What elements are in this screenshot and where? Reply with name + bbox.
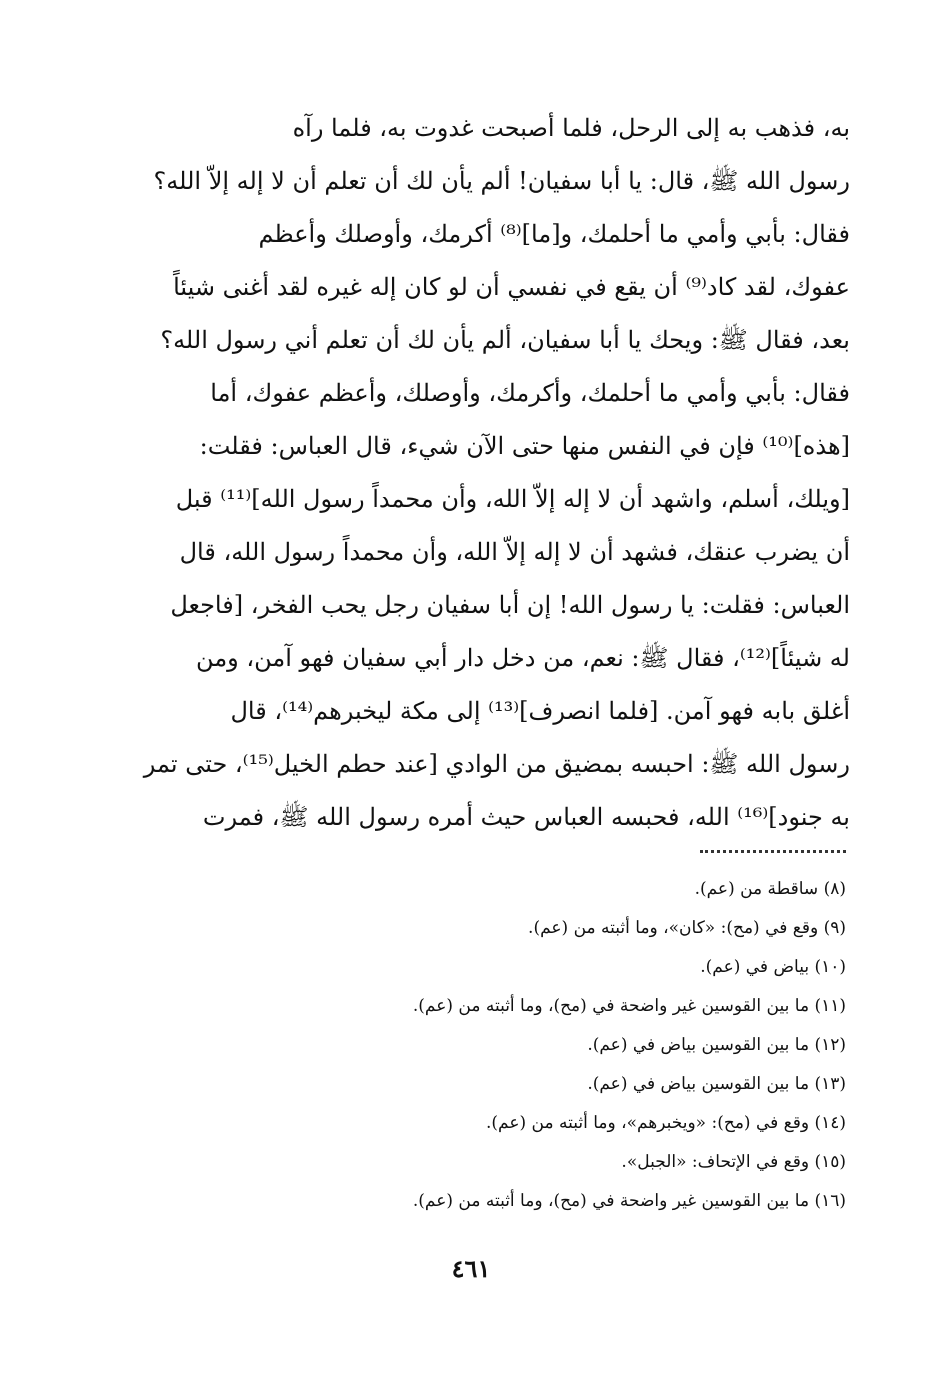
text-line: رسول الله ﷺ: احبسه بمضيق من الوادي [عند حطم الخيل⁽¹⁵⁾، حتى تمر (143, 750, 850, 778)
text-line: بعد، فقال ﷺ: ويحك يا أبا سفيان، ألم يأن لك أن تعلم أني رسول الله؟ (160, 326, 850, 354)
footnote: (١٤) وقع في (مح): «ويخبرهم»، وما أثبته من (عم). (485, 1113, 846, 1133)
text-line: عفوك، لقد كاد⁽⁹⁾ أن يقع في نفسي أن لو كان إله غيره لقد أغنى شيئاً (173, 273, 850, 301)
page-number: ٤٦١ (451, 1254, 491, 1283)
text-line: أن يضرب عنقك، فشهد أن لا إله إلاّ الله، وأن محمداً رسول الله، قال (179, 538, 850, 566)
text-line: به، فذهب به إلى الرحل، فلما أصبحت غدوت به، فلما رآه (292, 114, 850, 142)
text-line: فقال: بأبي وأمي ما أحلمك، وأكرمك، وأوصلك، وأعظم عفوك، أما (210, 379, 850, 407)
footnotes (92, 870, 846, 1221)
footnote: (١٣) ما بين القوسين بياض في (عم). (587, 1074, 846, 1094)
text-line: [هذه]⁽¹⁰⁾ فإن في النفس منها حتى الآن شيء، قال العباس: فقلت: (199, 432, 850, 460)
footnote: (٩) وقع في (مح): «كان»، وما أثبته من (عم). (528, 918, 846, 938)
text-line: [ويلك، أسلم، واشهد أن لا إله إلاّ الله، وأن محمداً رسول الله]⁽¹¹⁾ قبل (175, 485, 850, 513)
footnote: (٨) ساقطة من (عم). (694, 879, 846, 899)
text-line: أغلق بابه فهو آمن. [فلما انصرف]⁽¹³⁾ إلى مكة ليخبرهم⁽¹⁴⁾، قال (230, 697, 850, 725)
text-line: له شيئاً]⁽¹²⁾، فقال ﷺ: نعم، من دخل دار أبي سفيان فهو آمن، ومن (196, 644, 850, 672)
footnote-divider (700, 850, 846, 853)
main-text (92, 102, 850, 844)
text-line: العباس: فقلت: يا رسول الله! إن أبا سفيان رجل يحب الفخر، [فاجعل (170, 591, 850, 619)
text-line: رسول الله ﷺ، قال: يا أبا سفيان! ألم يأن لك أن تعلم أن لا إله إلاّ الله؟ (153, 167, 850, 195)
footnote: (١٢) ما بين القوسين بياض في (عم). (587, 1035, 846, 1055)
footnote: (١٦) ما بين القوسين غير واضحة في (مح)، وما أثبته من (عم). (412, 1191, 846, 1211)
footnote: (١٠) بياض في (عم). (700, 957, 846, 977)
footnote: (١٥) وقع في الإتحاف: «الجبل». (621, 1152, 846, 1172)
footnote: (١١) ما بين القوسين غير واضحة في (مح)، وما أثبته من (عم). (412, 996, 846, 1016)
text-line: به جنود]⁽¹⁶⁾ الله، فحبسه العباس حيث أمره رسول الله ﷺ، فمرت (202, 803, 850, 831)
text-line: فقال: بأبي وأمي ما أحلمك، و[ما]⁽⁸⁾ أكرمك، وأوصلك وأعظم (258, 220, 850, 248)
